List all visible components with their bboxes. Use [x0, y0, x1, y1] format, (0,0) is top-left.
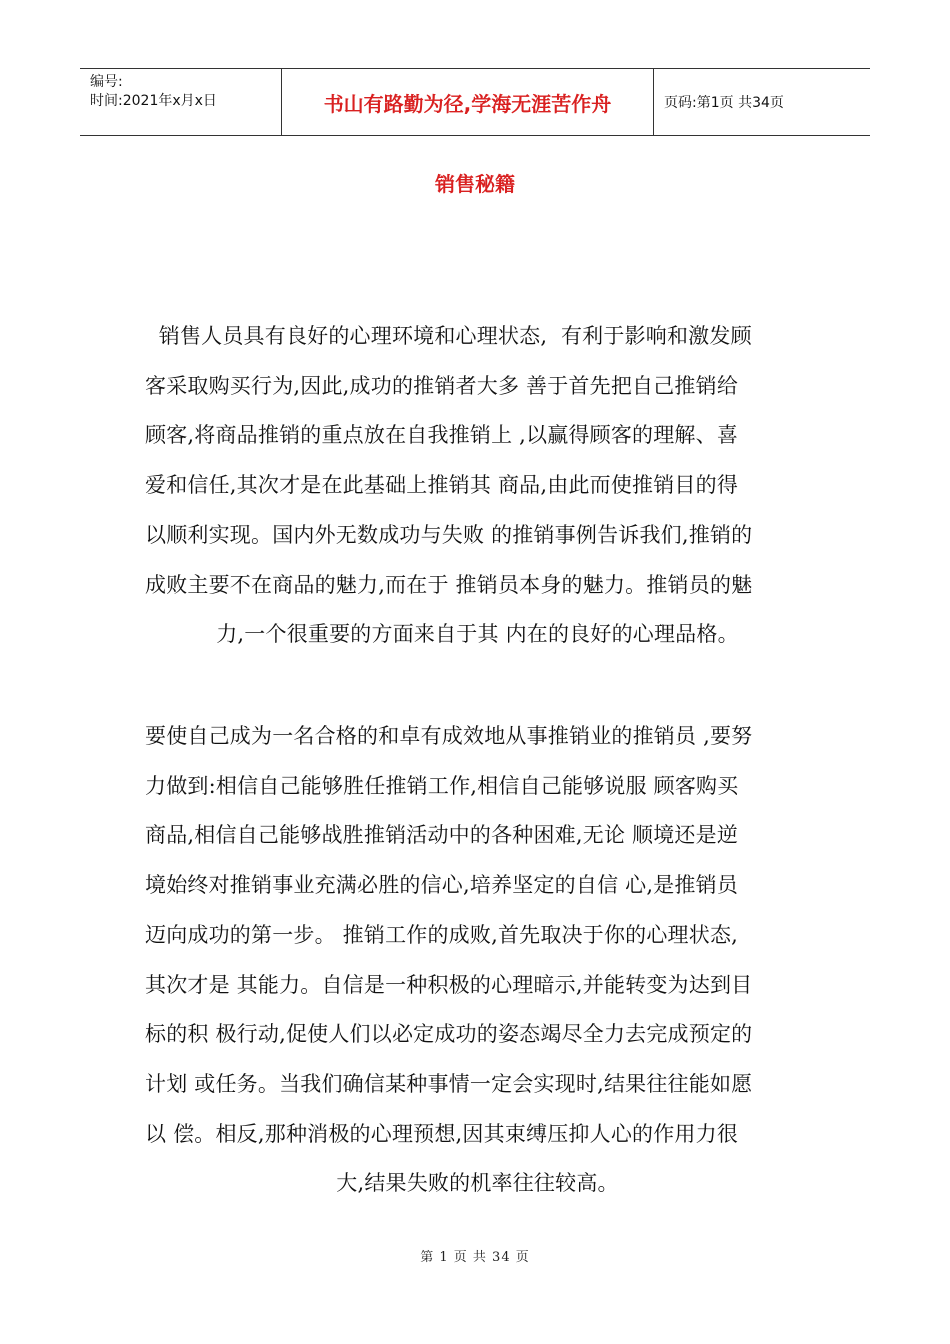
paragraph-line: 境始终对推销事业充满必胜的信心,培养坚定的自信 心,是推销员	[145, 873, 739, 898]
paragraph-line: 力,一个很重要的方面来自于其 内在的良好的心理品格。	[216, 622, 739, 647]
paragraph-line: 标的积 极行动,促使人们以必定成功的姿态竭尽全力去完成预定的	[145, 1022, 753, 1047]
paragraph-line: 爱和信任,其次才是在此基础上推销其 商品,由此而使推销目的得	[145, 473, 739, 498]
paragraph-line: 大,结果失败的机率往往较高。	[336, 1171, 619, 1196]
paragraph-line: 迈向成功的第一步。 推销工作的成败,首先取决于你的心理状态,	[145, 922, 739, 947]
page-header	[80, 68, 870, 136]
document-time-label: 时间:2021年x月x日	[90, 93, 217, 109]
paragraph-line: 销售人员具有良好的心理环境和心理状态, 有利于影响和激发顾	[145, 324, 752, 348]
paragraph-line: 其次才是 其能力。自信是一种积极的心理暗示,并能转变为达到目	[145, 972, 753, 997]
paragraph-1	[145, 312, 810, 660]
paragraph-line: 以 偿。相反,那种消极的心理预想,因其束缚压抑人心的作用力很	[145, 1121, 739, 1146]
document-number-label: 编号:	[90, 74, 123, 90]
paragraph-line: 力做到:相信自己能够胜任推销工作,相信自己能够说服 顾客购买	[145, 773, 739, 798]
paragraph-line: 要使自己成为一名合格的和卓有成效地从事推销业的推销员 ,要努	[145, 724, 753, 748]
paragraph-line: 以顺利实现。国内外无数成功与失败 的推销事例告诉我们,推销的	[145, 522, 753, 547]
paragraph-line: 计划 或任务。当我们确信某种事情一定会实现时,结果往往能如愿	[145, 1071, 753, 1096]
paragraph-line: 商品,相信自己能够战胜推销活动中的各种困难,无论 顺境还是逆	[145, 823, 739, 848]
document-title: 销售秘籍	[435, 172, 515, 196]
paragraph-line: 成败主要不在商品的魅力,而在于 推销员本身的魅力。推销员的魅	[145, 572, 753, 597]
header-motto: 书山有路勤为径,学海无涯苦作舟	[281, 69, 654, 135]
paragraph-2	[145, 712, 810, 1209]
paragraph-line: 客采取购买行为,因此,成功的推销者大多 善于首先把自己推销给	[145, 373, 739, 398]
page-footer: 第 1 页 共 34 页	[420, 1250, 530, 1265]
paragraph-line: 顾客,将商品推销的重点放在自我推销上 ,以赢得顾客的理解、喜	[145, 423, 739, 448]
header-page-info: 页码:第1页 共34页	[664, 95, 784, 111]
header-meta-cell	[80, 69, 281, 135]
